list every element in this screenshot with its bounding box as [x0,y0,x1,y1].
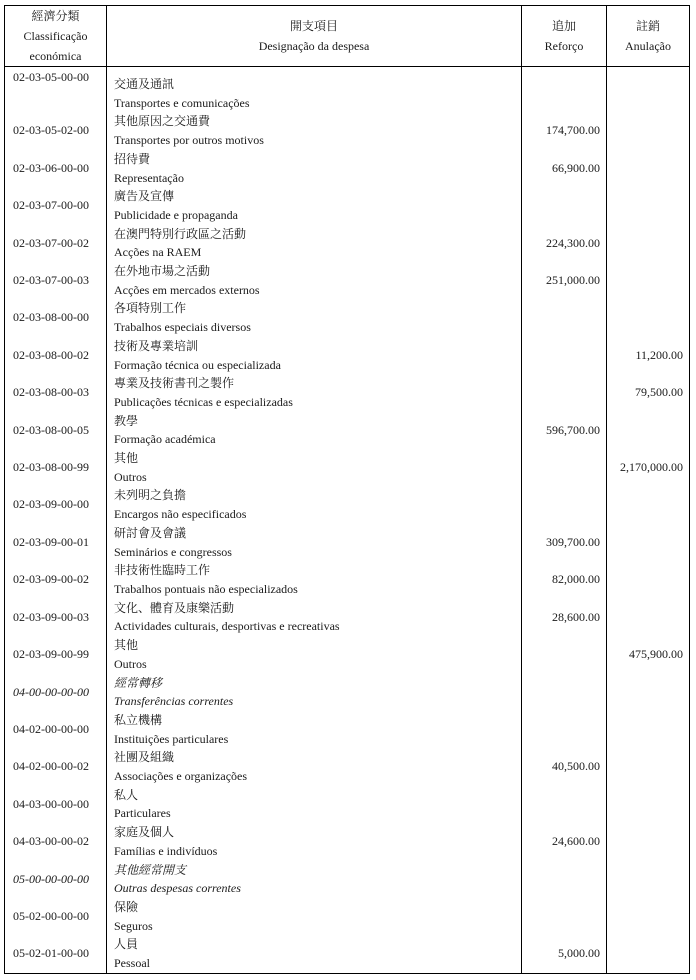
row-anulacao [607,67,690,113]
row-reforco: 40,500.00 [522,748,607,785]
row-reforco [522,674,607,711]
row-designation [107,187,522,224]
row-anulacao: 79,500.00 [607,374,690,411]
row-designation [107,898,522,935]
row-designation-zh: 其他經常開支 [114,862,187,877]
row-code: 02-03-09-00-02 [5,561,107,598]
row-anulacao [607,823,690,860]
row-reforco [522,486,607,523]
row-code: 02-03-07-00-00 [5,187,107,224]
row-code: 05-00-00-00-00 [5,861,107,898]
row-code: 02-03-08-00-00 [5,299,107,336]
row-code: 02-03-07-00-02 [5,225,107,262]
row-anulacao [607,561,690,598]
row-code: 04-02-00-00-02 [5,748,107,785]
header-reforco-zh: 追加 [551,19,576,33]
table-row [5,823,690,860]
table-row [5,67,690,113]
row-anulacao [607,262,690,299]
row-reforco [522,898,607,935]
row-designation [107,935,522,973]
header-designation-zh: 開支項目 [289,19,338,33]
row-designation-pt: Representação [114,170,184,185]
row-designation-zh: 私立機構 [114,712,163,727]
header-designation [107,6,522,67]
row-designation-pt: Trabalhos especiais diversos [114,320,251,335]
table-row [5,262,690,299]
row-designation-zh: 其他原因之交通費 [114,114,211,129]
row-designation [107,861,522,898]
row-code: 02-03-07-00-03 [5,262,107,299]
table-row [5,674,690,711]
row-anulacao [607,225,690,262]
table-row [5,337,690,374]
table-row [5,861,690,898]
row-code: 02-03-08-00-99 [5,449,107,486]
row-anulacao [607,187,690,224]
row-designation-zh: 家庭及個人 [114,825,175,840]
table-row [5,150,690,187]
row-anulacao: 11,200.00 [607,337,690,374]
table-row [5,898,690,935]
header-classification-pt-1: Classificação [23,29,88,43]
row-designation-zh: 其他 [114,451,139,466]
row-designation [107,524,522,561]
row-anulacao [607,150,690,187]
row-designation [107,786,522,823]
row-designation [107,299,522,336]
row-designation [107,67,522,113]
row-designation-zh: 技術及專業培訓 [114,338,199,353]
row-code: 02-03-06-00-00 [5,150,107,187]
row-designation-zh: 專業及技術書刊之製作 [114,376,235,391]
row-designation-zh: 各項特別工作 [114,301,187,316]
row-reforco: 24,600.00 [522,823,607,860]
row-reforco [522,861,607,898]
row-designation [107,337,522,374]
row-anulacao [607,299,690,336]
row-designation [107,674,522,711]
table-row [5,187,690,224]
row-reforco: 28,600.00 [522,599,607,636]
row-designation-pt: Transferências correntes [114,694,234,709]
row-reforco: 309,700.00 [522,524,607,561]
table-row [5,225,690,262]
row-designation-pt: Transportes por outros motivos [114,133,264,148]
row-designation-pt: Seguros [114,918,153,933]
row-reforco [522,449,607,486]
row-designation-zh: 研討會及會議 [114,525,187,540]
row-designation [107,262,522,299]
row-code: 02-03-09-00-03 [5,599,107,636]
row-code: 02-03-08-00-05 [5,412,107,449]
row-code: 02-03-05-00-00 [5,67,107,113]
row-reforco [522,67,607,113]
header-classification-pt-2: económica [29,49,82,63]
row-reforco [522,374,607,411]
row-designation [107,225,522,262]
row-reforco: 596,700.00 [522,412,607,449]
table-row [5,374,690,411]
row-designation-pt: Outros [114,656,147,671]
row-designation-zh: 招待費 [114,151,151,166]
row-code: 02-03-09-00-00 [5,486,107,523]
row-designation [107,150,522,187]
row-designation [107,449,522,486]
row-anulacao: 475,900.00 [607,636,690,673]
row-designation-pt: Formação técnica ou especializada [114,357,281,372]
row-designation-pt: Outros [114,469,147,484]
row-reforco [522,786,607,823]
row-designation-zh: 保險 [114,899,139,914]
row-designation-zh: 私人 [114,787,139,802]
row-designation-pt: Acções na RAEM [114,245,202,260]
row-code: 04-02-00-00-00 [5,711,107,748]
row-code: 04-00-00-00-00 [5,674,107,711]
row-reforco [522,711,607,748]
row-reforco [522,337,607,374]
header-anulacao-pt: Anulação [625,39,671,53]
row-designation [107,112,522,149]
row-reforco: 224,300.00 [522,225,607,262]
table-row [5,299,690,336]
row-anulacao [607,412,690,449]
row-designation [107,561,522,598]
row-designation-zh: 在澳門特別行政區之活動 [114,226,247,241]
table-row [5,786,690,823]
row-anulacao [607,674,690,711]
row-code: 04-03-00-00-02 [5,823,107,860]
row-anulacao [607,935,690,973]
row-designation [107,486,522,523]
row-designation [107,412,522,449]
header-classification [5,6,107,67]
row-reforco [522,636,607,673]
header-anulacao [607,6,690,67]
table-row [5,748,690,785]
row-designation-zh: 人員 [114,937,139,952]
table-row [5,524,690,561]
row-designation-pt: Associações e organizações [114,769,248,784]
row-anulacao [607,711,690,748]
row-code: 02-03-08-00-02 [5,337,107,374]
row-designation-pt: Transportes e comunicações [114,95,250,110]
row-designation-pt: Publicações técnicas e especializadas [114,394,293,409]
row-reforco: 66,900.00 [522,150,607,187]
table-row [5,449,690,486]
row-anulacao [607,786,690,823]
row-reforco: 5,000.00 [522,935,607,973]
row-designation-pt: Famílias e indivíduos [114,843,218,858]
table-row [5,636,690,673]
row-designation-zh: 其他 [114,638,139,653]
row-anulacao [607,748,690,785]
row-designation-zh: 社團及組織 [114,750,175,765]
row-designation-pt: Actividades culturais, desportivas e recreativas [114,619,340,634]
table-row [5,561,690,598]
row-code: 05-02-01-00-00 [5,935,107,973]
row-designation-pt: Acções em mercados externos [114,282,260,297]
table-header-row [5,6,690,67]
row-designation [107,823,522,860]
row-designation-pt: Publicidade e propaganda [114,207,238,222]
row-code: 02-03-05-02-00 [5,112,107,149]
row-designation-pt: Formação académica [114,432,216,447]
table-row [5,486,690,523]
row-code: 02-03-09-00-99 [5,636,107,673]
table-row [5,112,690,149]
row-designation-zh: 文化、體育及康樂活動 [114,600,235,615]
row-code: 04-03-00-00-00 [5,786,107,823]
row-designation [107,374,522,411]
row-reforco [522,299,607,336]
row-anulacao [607,524,690,561]
row-designation-zh: 非技術性臨時工作 [114,563,211,578]
header-anulacao-zh: 註銷 [635,19,660,33]
row-designation-zh: 教學 [114,413,139,428]
row-code: 02-03-08-00-03 [5,374,107,411]
row-code: 05-02-00-00-00 [5,898,107,935]
table-row [5,935,690,973]
table-row [5,412,690,449]
row-designation-pt: Encargos não especificados [114,507,247,522]
table-row [5,599,690,636]
row-designation [107,599,522,636]
row-designation-pt: Trabalhos pontuais não especializados [114,581,298,596]
row-designation-pt: Particulares [114,806,171,821]
header-reforco [522,6,607,67]
row-reforco: 82,000.00 [522,561,607,598]
table-row [5,711,690,748]
header-designation-pt: Designação da despesa [258,39,370,53]
row-designation-pt: Seminários e congressos [114,544,232,559]
row-designation [107,636,522,673]
row-designation [107,748,522,785]
row-anulacao: 2,170,000.00 [607,449,690,486]
header-reforco-pt: Reforço [544,39,584,53]
row-anulacao [607,861,690,898]
budget-table [4,5,690,974]
row-designation-zh: 廣告及宣傳 [114,189,175,204]
row-reforco: 251,000.00 [522,262,607,299]
row-designation-zh: 交通及通訊 [114,77,175,91]
row-reforco: 174,700.00 [522,112,607,149]
row-anulacao [607,486,690,523]
header-classification-zh: 經濟分類 [31,9,80,23]
row-designation-pt: Pessoal [114,956,150,971]
row-designation-pt: Outras despesas correntes [114,881,241,896]
row-designation-pt: Instituições particulares [114,731,229,746]
row-designation-zh: 在外地市場之活動 [114,264,211,279]
row-anulacao [607,112,690,149]
row-anulacao [607,898,690,935]
row-designation [107,711,522,748]
row-anulacao [607,599,690,636]
row-designation-zh: 經常轉移 [114,675,163,690]
row-code: 02-03-09-00-01 [5,524,107,561]
row-designation-zh: 未列明之負擔 [114,488,187,503]
row-reforco [522,187,607,224]
